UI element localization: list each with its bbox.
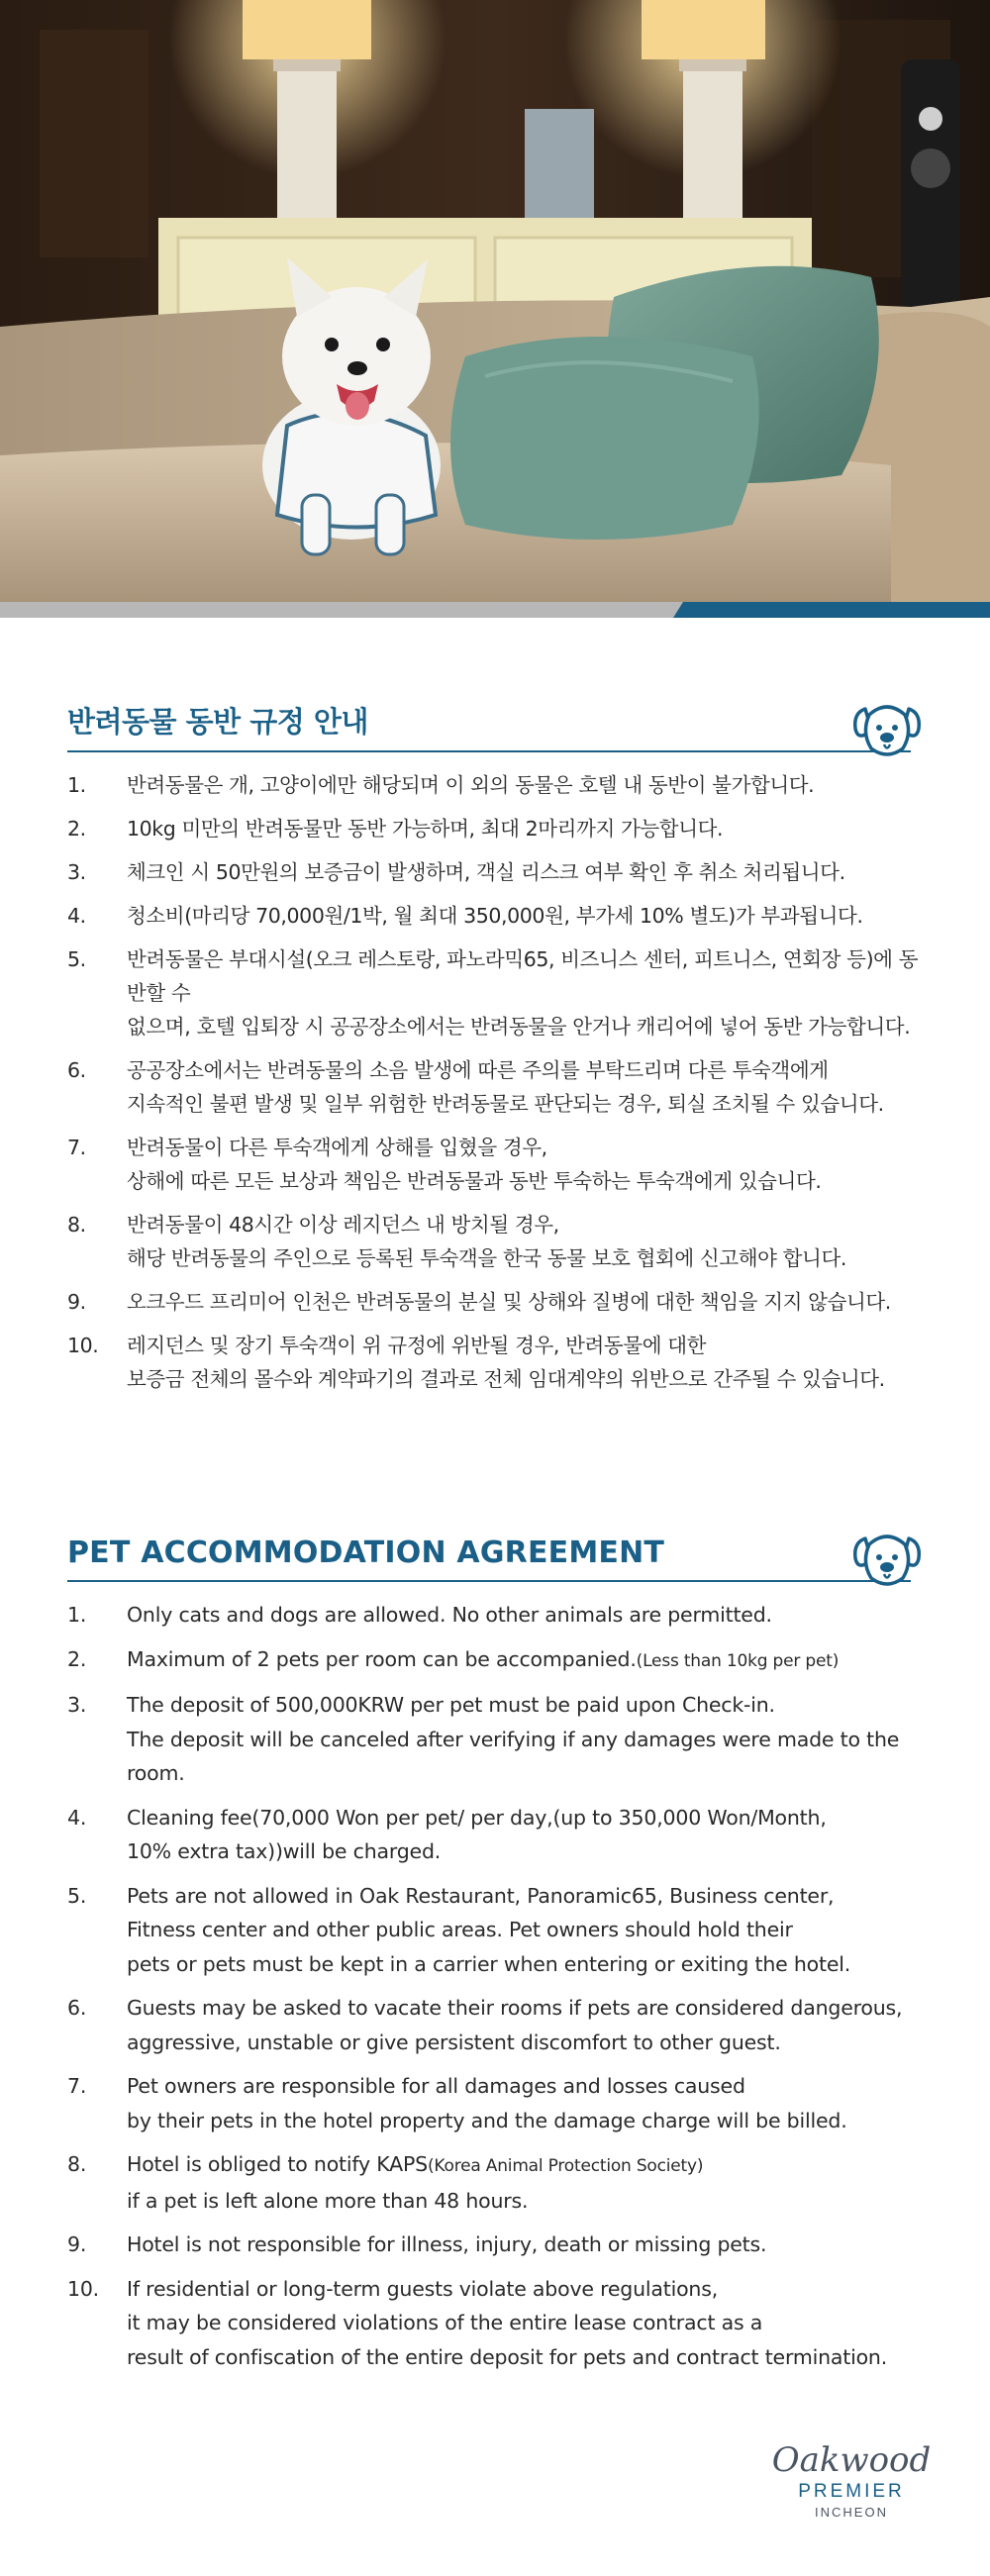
white-dog-on-sofa-photo [0, 0, 990, 602]
rule-number: 3. [67, 860, 86, 884]
oakwood-logo [762, 2440, 940, 2522]
rule-number: 7. [67, 2074, 87, 2098]
rule-text: Only cats and dogs are allowed. No other animals are permitted. [127, 1603, 772, 1627]
rule-number: 9. [67, 2232, 87, 2256]
rule-text: Hotel is not responsible for illness, injury, death or missing pets. [127, 2232, 767, 2256]
list-item [0, 1991, 990, 2059]
list-item [0, 812, 990, 845]
rule-text: 반려동물은 부대시설(오크 레스토랑, 파노라믹65, 비즈니스 센터, 피트니스, 연회장 등)에 동반할 수 없으며, 호텔 입퇴장 시 공공장소에서는 반려동물을 안거나 캐리어에 넣어 동반 가능합니다. [127, 947, 919, 1039]
list-item [0, 2069, 990, 2137]
rule-number: 3. [67, 1693, 87, 1717]
rule-number: 2. [67, 1646, 87, 1671]
rule-number: 1. [67, 1603, 87, 1627]
rule-text: 반려동물은 개, 고양이에만 해당되며 이 외의 동물은 호텔 내 동반이 불가합니다. [127, 773, 815, 797]
rule-text: 체크인 시 50만원의 보증금이 발생하며, 객실 리스크 여부 확인 후 취소 처리됩니다. [127, 860, 845, 884]
section-title: PET ACCOMMODATION AGREEMENT [67, 1536, 665, 1570]
rule-text: 레지던스 및 장기 투숙객이 위 규정에 위반될 경우, 반려동물에 대한 보증금 전체의 몰수와 계약파기의 결과로 전체 임대계약의 위반으로 간주될 수 있습니다. [127, 1334, 885, 1391]
rule-number: 6. [67, 1996, 87, 2020]
rule-text: 공공장소에서는 반려동물의 소음 발생에 따른 주의를 부탁드리며 다른 투숙객에게 지속적인 불편 발생 및 일부 위험한 반려동물로 판단되는 경우, 퇴실 조치될 수 있습니다. [127, 1058, 884, 1116]
rule-text: The deposit of 500,000KRW per pet must be paid upon Check-in. The deposit will be canceled after verifying if any damages were made to the room. [127, 1693, 900, 1785]
rule-number: 5. [67, 947, 86, 971]
rule-note: (Korea Animal Protection Society) [427, 2156, 704, 2176]
list-item [0, 1879, 990, 1982]
rule-text: Guests may be asked to vacate their rooms if pets are considered dangerous, aggressive, unstable or give persistent discomfort to other guest. [127, 1996, 903, 2054]
list-item [0, 1208, 990, 1275]
rule-text: 반려동물이 48시간 이상 레지던스 내 방치될 경우, 해당 반려동물의 주인으로 등록된 투숙객을 한국 동물 보호 협회에 신고해야 합니다. [127, 1213, 846, 1270]
rule-note: (Less than 10kg per pet) [636, 1650, 840, 1671]
rule-number: 7. [67, 1136, 86, 1159]
rule-text: Pet owners are responsible for all damages and losses caused by their pets in the hotel property and the damage charge will be billed. [127, 2074, 847, 2132]
rule-text: 반려동물이 다른 투숙객에게 상해를 입혔을 경우, 상해에 따른 모든 보상과 책임은 반려동물과 동반 투숙하는 투숙객에게 있습니다. [127, 1136, 822, 1193]
rule-text: Cleaning fee(70,000 Won per pet/ per day,(up to 350,000 Won/Month, 10% extra tax))will be charged. [127, 1805, 827, 1863]
rule-text: 10kg 미만의 반려동물만 동반 가능하며, 최대 2마리까지 가능합니다. [127, 817, 724, 841]
title-underline [67, 1580, 911, 1582]
list-item [0, 1053, 990, 1121]
rule-number: 9. [67, 1290, 86, 1314]
list-item [0, 1642, 990, 1679]
rule-number: 4. [67, 1805, 87, 1830]
section-title: 반려동물 동반 규정 안내 [67, 705, 368, 739]
rule-number: 2. [67, 817, 86, 841]
list-item [0, 942, 990, 1043]
dog-face-icon [851, 695, 923, 760]
rule-number: 10. [67, 2276, 100, 2301]
rule-text: 청소비(마리당 70,000원/1박, 월 최대 350,000원, 부가세 10% 별도)가 부과됩니다. [127, 904, 863, 928]
list-item [0, 1598, 990, 1633]
rule-text: Maximum of 2 pets per room can be accompanied.(Less than 10kg per pet) [127, 1646, 840, 1671]
rule-number: 6. [67, 1058, 86, 1082]
list-item [0, 855, 990, 889]
list-item [0, 2147, 990, 2218]
korean-rules-section [0, 683, 990, 1406]
list-item [0, 1285, 990, 1319]
rule-number: 5. [67, 1883, 87, 1908]
hero-stripe [0, 602, 990, 618]
dog-face-icon [851, 1525, 923, 1590]
rule-number: 10. [67, 1334, 99, 1357]
rule-text: Pets are not allowed in Oak Restaurant, Panoramic65, Business center, Fitness center and other public areas. Pet owners should hold their pets or pets must be kept in a carrier when entering or exiting the hotel. [127, 1883, 851, 1976]
list-item [0, 1329, 990, 1396]
english-rules-list [0, 1598, 990, 2374]
list-item [0, 1801, 990, 1869]
korean-rules-list [0, 768, 990, 1396]
list-item [0, 1131, 990, 1198]
english-rules-section [0, 1513, 990, 2384]
list-item [0, 768, 990, 802]
section-header [0, 683, 990, 752]
logo-city: INCHEON [815, 2505, 888, 2520]
section-header [0, 1513, 990, 1582]
rule-number: 8. [67, 2152, 87, 2176]
title-underline [67, 750, 911, 752]
rule-text: Hotel is obliged to notify KAPS(Korea Animal Protection Society) if a pet is left alone more than 48 hours. [127, 2152, 704, 2213]
list-item [0, 2228, 990, 2262]
list-item [0, 899, 990, 933]
list-item [0, 1688, 990, 1791]
rule-number: 4. [67, 904, 86, 928]
hero-photo [0, 0, 990, 602]
rule-text: If residential or long-term guests violate above regulations, it may be considered violations of the entire lease contract as a result of confiscation of the entire deposit for pets and contract termination. [127, 2276, 888, 2369]
rule-text: 오크우드 프리미어 인천은 반려동물의 분실 및 상해와 질병에 대한 책임을 지지 않습니다. [127, 1290, 891, 1314]
rule-number: 1. [67, 773, 86, 797]
logo-premier: PREMIER [798, 2481, 905, 2502]
rule-number: 8. [67, 1213, 86, 1237]
logo-wordmark: Oakwood [771, 2440, 932, 2480]
list-item [0, 2272, 990, 2375]
